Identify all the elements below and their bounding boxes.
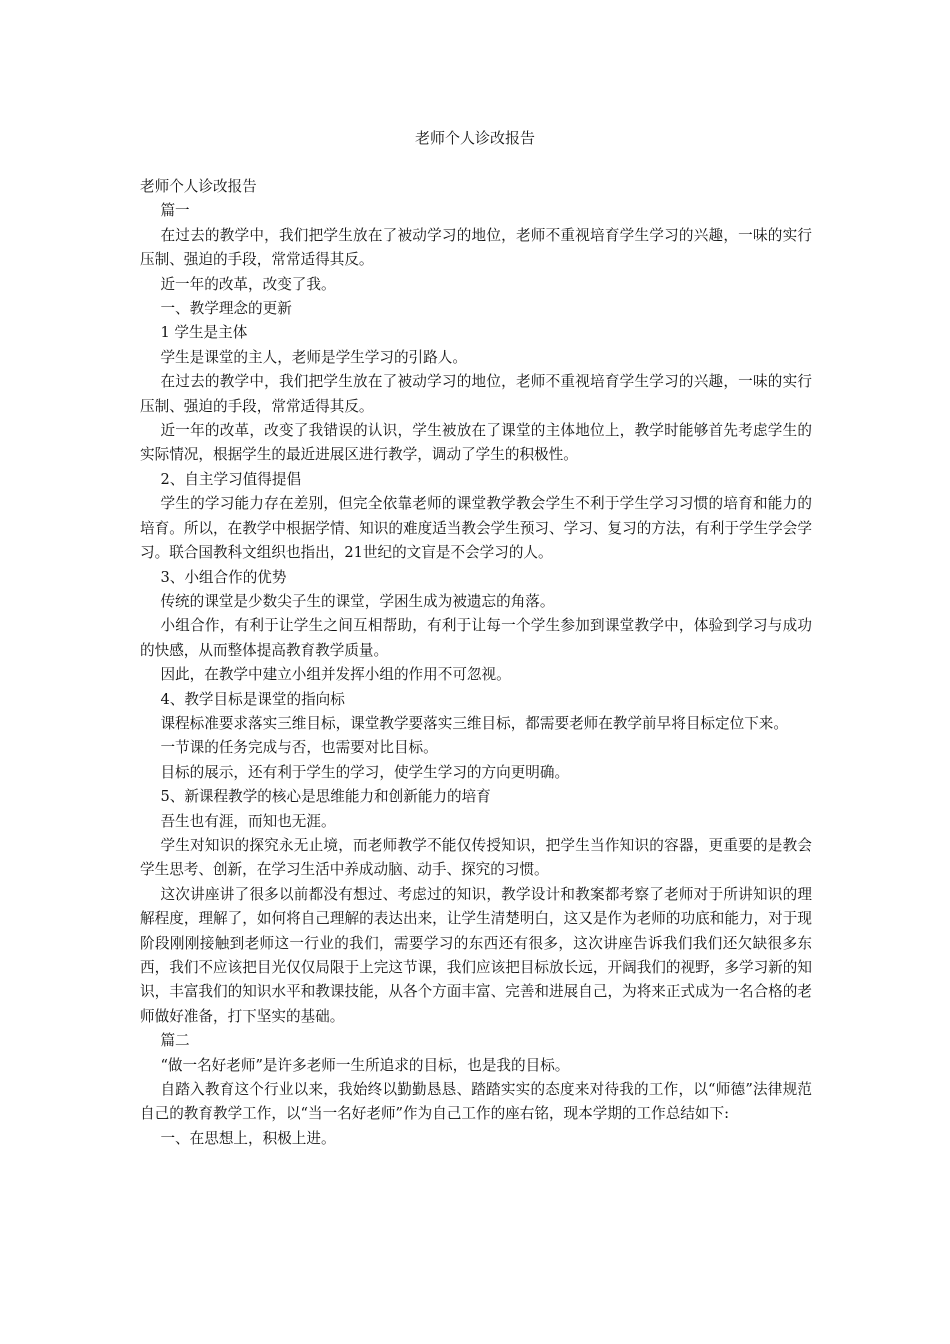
paragraph: 传统的课堂是少数尖子生的课堂，学困生成为被遗忘的角落。 (160, 592, 555, 610)
paragraph: 4、教学目标是课堂的指向标 (160, 690, 345, 708)
paragraph: 2、自主学习值得提倡 (160, 470, 302, 488)
paragraph: 近一年的改革，改变了我错误的认识，学生被放在了课堂的主体地位上，教学时能够首先考虑学生的实际情况，根据学生的最近进展区进行教学，调动了学生的积极性。 (140, 422, 812, 464)
paragraph: 3、小组合作的优势 (160, 568, 287, 586)
paragraph: 自踏入教育这个行业以来，我始终以勤勤恳恳、踏踏实实的态度来对待我的工作，以“师德”法律规范自己的教育教学工作，以“当一名好老师”作为自己工作的座右铭，现本学期的工作总结如下: (140, 1081, 812, 1123)
paragraph: 学生是课堂的主人，老师是学生学习的引路人。 (160, 348, 467, 366)
document-body (140, 175, 812, 1151)
paragraph: 一、教学理念的更新 (160, 300, 292, 318)
paragraph: 1 学生是主体 (160, 324, 248, 342)
paragraph: 一节课的任务完成与否，也需要对比目标。 (160, 739, 438, 757)
paragraph: 吾生也有涯，而知也无涯。 (160, 812, 336, 830)
paragraph: 在过去的教学中，我们把学生放在了被动学习的地位，老师不重视培育学生学习的兴趣，一味的实行压制、强迫的手段，常常适得其反。 (140, 373, 812, 415)
paragraph: 这次讲座讲了很多以前都没有想过、考虑过的知识，教学设计和教案都考察了老师对于所讲知识的理解程度，理解了，如何将自己理解的表达出来，让学生清楚明白，这又是作为老师的功底和能力，对于现阶段刚刚接触到老师这一行业的我们，需要学习的东西还有很多，这次讲座告诉我们我们还欠缺很多东西，我们不应该把目光仅仅局限于上完这节课，我们应该把目标放长远，开阔我们的视野，多学习新的知识，丰富我们的知识水平和教课技能，从各个方面丰富、完善和进展自己，为将来正式成为一名合格的老师做好准备，打下坚实的基础。 (140, 885, 812, 1025)
paragraph: 学生对知识的探究永无止境，而老师教学不能仅传授知识，把学生当作知识的容器，更重要的是教会学生思考、创新，在学习生活中养成动脑、动手、探究的习惯。 (140, 836, 812, 879)
document-title: 老师个人诊改报告 (414, 129, 535, 147)
paragraph: 篇一 (160, 202, 190, 220)
paragraph: 近一年的改革，改变了我。 (160, 275, 336, 293)
paragraph: 小组合作，有利于让学生之间互相帮助，有利于让每一个学生参加到课堂教学中，体验到学习与成功的快感，从而整体提高教育教学质量。 (140, 617, 812, 659)
paragraph: “做一名好老师”是许多老师一生所追求的目标，也是我的目标。 (160, 1056, 570, 1074)
paragraph: 5、新课程教学的核心是思维能力和创新能力的培育 (160, 788, 491, 806)
paragraph: 学生的学习能力存在差别，但完全依靠老师的课堂教学教会学生不利于学生学习习惯的培育和能力的培育。所以，在教学中根据学情、知识的难度适当教会学生预习、学习、复习的方法，有利于学生学会学习。联合国教科文组织也指出，21世纪的文盲是不会学习的人。 (140, 495, 812, 562)
paragraph: 一、在思想上，积极上进。 (160, 1129, 336, 1147)
paragraph: 目标的展示，还有利于学生的学习，使学生学习的方向更明确。 (160, 763, 570, 781)
body-heading: 老师个人诊改报告 (140, 178, 257, 195)
paragraph: 因此，在教学中建立小组并发挥小组的作用不可忽视。 (160, 666, 511, 684)
paragraph: 篇二 (160, 1032, 190, 1050)
paragraph: 在过去的教学中，我们把学生放在了被动学习的地位，老师不重视培育学生学习的兴趣，一味的实行压制、强迫的手段，常常适得其反。 (140, 226, 812, 269)
paragraph: 课程标准要求落实三维目标，课堂教学要落实三维目标，都需要老师在教学前早将目标定位下来。 (160, 714, 788, 732)
